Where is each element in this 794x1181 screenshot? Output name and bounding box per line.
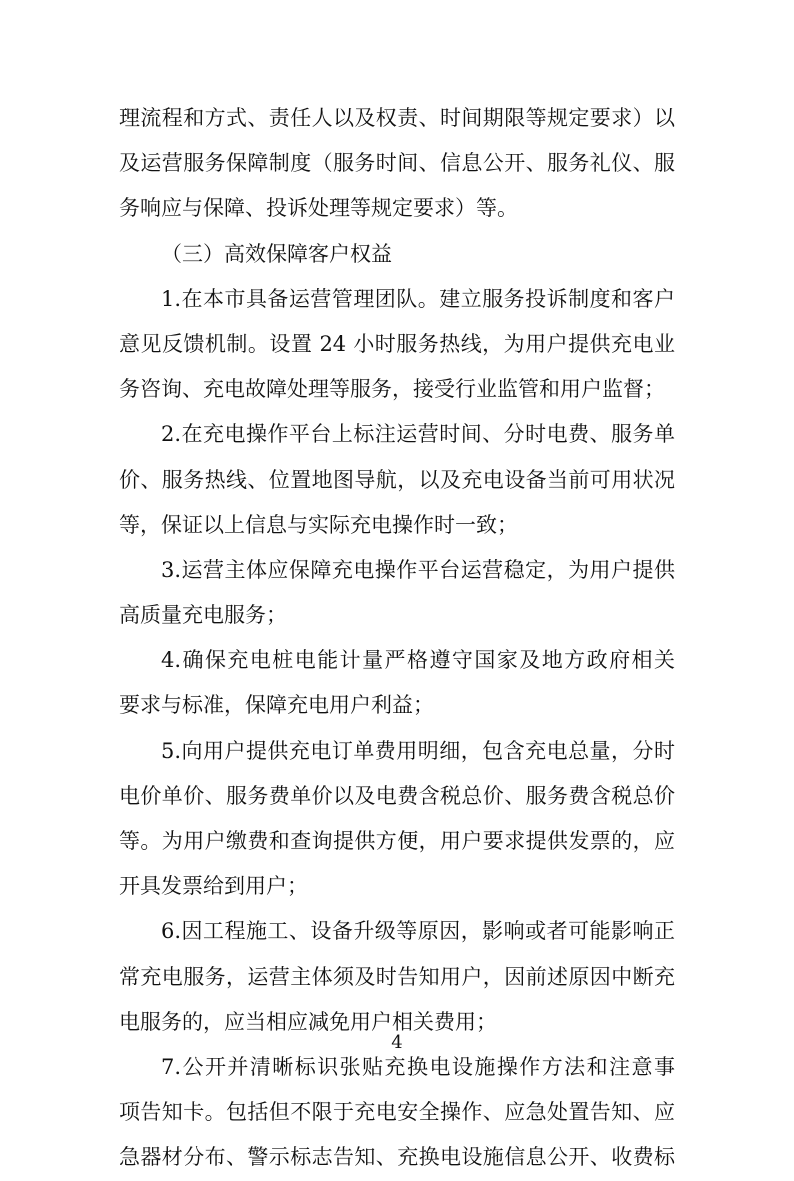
- text-line: 项告知卡。包括但不限于充电安全操作、应急处置告知、应: [119, 1100, 675, 1125]
- text-line: 电服务的，应当相应减免用户相关费用；: [119, 1009, 497, 1034]
- text-line: 务咨询、充电故障处理等服务，接受行业监管和用户监督；: [119, 377, 665, 402]
- text-line: 高质量充电服务；: [119, 603, 287, 628]
- text-line: 及运营服务保障制度（服务时间、信息公开、服务礼仪、服: [119, 151, 675, 176]
- text-line: 价、服务热线、位置地图导航，以及充电设备当前可用状况: [119, 467, 675, 492]
- text-line: 电价单价、服务费单价以及电费含税总价、服务费含税总价: [119, 783, 675, 808]
- text-line: 6.因工程施工、设备升级等原因，影响或者可能影响正: [161, 919, 675, 944]
- text-line: 意见反馈机制。设置 24 小时服务热线，为用户提供充电业: [119, 331, 675, 356]
- body-text: [119, 96, 675, 1181]
- section-heading: （三）高效保障客户权益: [161, 241, 392, 266]
- text-line: 理流程和方式、责任人以及权责、时间期限等规定要求）以: [119, 106, 675, 130]
- text-line: 等，保证以上信息与实际充电操作时一致；: [119, 512, 518, 537]
- text-line: 7.公开并清晰标识张贴充换电设施操作方法和注意事: [161, 1054, 675, 1079]
- text-line: 5.向用户提供充电订单费用明细，包含充电总量，分时: [161, 738, 675, 763]
- text-line: 2.在充电操作平台上标注运营时间、分时电费、服务单: [161, 422, 675, 447]
- text-line: 务响应与保障、投诉处理等规定要求）等。: [119, 196, 518, 221]
- text-line: 1.在本市具备运营管理团队。建立服务投诉制度和客户: [161, 286, 675, 311]
- text-line: 3.运营主体应保障充电操作平台运营稳定，为用户提供: [161, 557, 675, 582]
- text-line: 4.确保充电桩电能计量严格遵守国家及地方政府相关: [161, 648, 675, 673]
- text-line: 常充电服务，运营主体须及时告知用户，因前述原因中断充: [119, 964, 675, 989]
- page-number: 4: [391, 1032, 403, 1053]
- text-line: 急器材分布、警示标志告知、充换电设施信息公开、收费标: [119, 1145, 675, 1170]
- text-line: 等。为用户缴费和查询提供方便，用户要求提供发票的，应: [119, 829, 675, 853]
- text-line: 要求与标准，保障充电用户利益；: [119, 693, 434, 718]
- text-line: 开具发票给到用户；: [119, 874, 308, 899]
